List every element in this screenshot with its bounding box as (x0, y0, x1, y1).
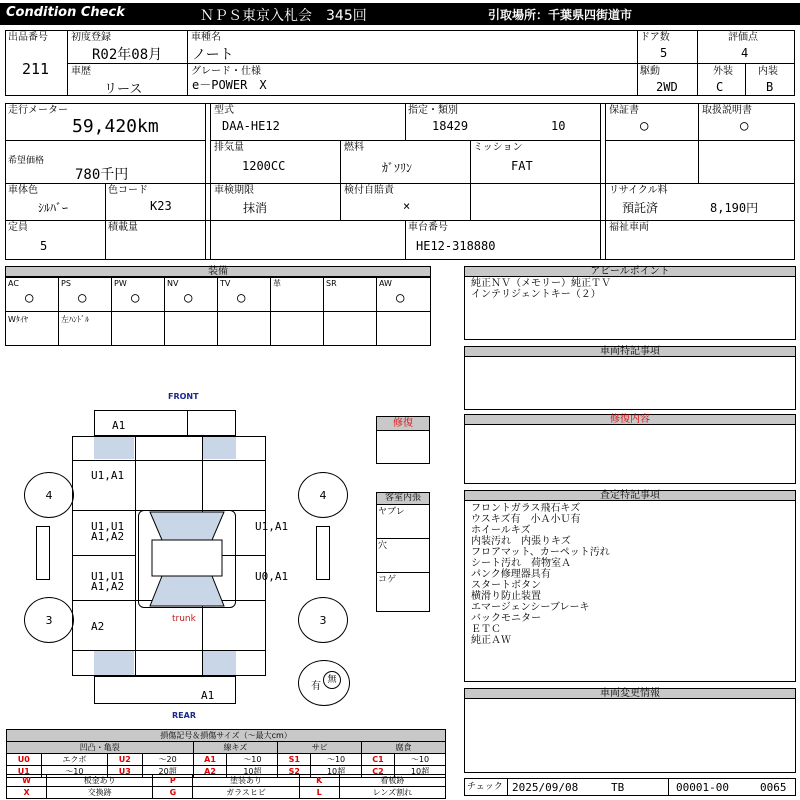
grade-value: e－POWER X (192, 78, 267, 92)
equip-pw-mark: ○ (131, 290, 140, 306)
legend-code: W (7, 775, 47, 787)
inspection-note-9: 横滑り防止装置 (471, 591, 541, 602)
inspection-note-13: 純正ＡＷ (471, 635, 511, 646)
inspection-notes-title: 査定特記事項 (465, 491, 795, 501)
rear-label: REAR (172, 711, 196, 720)
legend-desc: 看板跡 (339, 775, 445, 787)
right-mirror (316, 526, 330, 580)
inspection-note-5: フロアマット、カーペット汚れ (471, 547, 610, 558)
legend-code: G (153, 787, 193, 799)
spare-label: 有 (311, 681, 321, 692)
damage-legend (6, 729, 446, 778)
manual-label: 取扱説明書 (702, 105, 752, 116)
rear-left-corner (94, 651, 134, 675)
front-left-mark: U1,A1 (91, 469, 125, 482)
legend-title: 損傷記号＆損傷サイズ（〜最大cm） (7, 730, 446, 742)
front-right-corner (203, 437, 236, 459)
legend-desc: レンズ割れ (339, 787, 445, 799)
fuel-value: ｶﾞｿﾘﾝ (382, 161, 413, 175)
legend-desc: 20超 (142, 766, 193, 778)
mileage-label: 走行メーター (8, 105, 68, 116)
mission-label: ミッション (473, 142, 523, 153)
check-code: 00001-00 (676, 781, 729, 794)
chassis-value: HE12-318880 (416, 239, 496, 253)
front-right-door-mark: U1,A1 (255, 520, 289, 533)
legend-desc: 10超 (311, 766, 362, 778)
model-label: 型式 (214, 105, 234, 116)
equip-ac-label: AC (8, 279, 19, 288)
legend-sec-scratch: 線キズ (193, 742, 278, 754)
score-value: 4 (741, 46, 749, 60)
doors-value: 5 (660, 46, 668, 60)
legend-code: U2 (108, 754, 143, 766)
repair-content-title: 修復内容 (465, 415, 795, 425)
manual-value: ○ (740, 118, 749, 134)
equip-nv-label: NV (167, 279, 179, 288)
equip-ac-mark: ○ (25, 290, 34, 306)
liability-value: × (403, 199, 411, 213)
legend-code: U1 (7, 766, 42, 778)
legend-code: X (7, 787, 47, 799)
equip-pw-label: PW (114, 279, 127, 288)
appeal-line-2: インテリジェントキー（２） (471, 289, 601, 300)
appeal-title: アピールポイント (465, 267, 795, 277)
spare-mark: 無 (323, 671, 341, 689)
interior-label: 内装 (758, 66, 778, 77)
legend-code: U3 (108, 766, 143, 778)
recycle-fee: 8,190円 (710, 201, 759, 215)
legend-code: C1 (362, 754, 395, 766)
legend-code: S2 (278, 766, 311, 778)
color-code-value: K23 (150, 199, 172, 213)
interior-hole-label: 穴 (378, 541, 388, 551)
fuel-label: 燃料 (344, 142, 364, 153)
legend-desc: 板金あり (47, 775, 153, 787)
front-label: FRONT (168, 392, 199, 401)
equip-ps-mark: ○ (78, 290, 87, 306)
doors-label: ドア数 (640, 32, 670, 43)
color-label: 車体色 (8, 185, 38, 196)
legend-desc: エクボ (41, 754, 107, 766)
appeal-line-1: 純正ＮＶ（メモリー）純正ＴＶ (471, 278, 611, 289)
inspection-value: 抹消 (243, 201, 268, 215)
displacement-value: 1200CC (242, 159, 286, 173)
legend-code: U0 (7, 754, 42, 766)
spec-label: 指定・類別 (408, 105, 458, 116)
inspection-note-11: バックモニター (471, 613, 541, 624)
inspection-note-3: ホイールキズ (471, 525, 531, 536)
color-value: ｼﾙﾊﾞｰ (38, 201, 69, 215)
price-label: 希望価格 (8, 156, 45, 166)
lot-number: 211 (22, 60, 50, 78)
repair-box-title: 修復 (377, 417, 429, 431)
history-label: 車歴 (71, 66, 91, 77)
spec-a-value: 18429 (432, 119, 469, 133)
legend-desc: 〜10 (41, 766, 107, 778)
tire-front-right: 4 (298, 472, 348, 518)
inspection-note-12: ＥＴＣ (471, 624, 501, 635)
spec-b-value: 10 (551, 119, 566, 133)
windshield-glass (138, 510, 236, 608)
drive-label: 駆動 (640, 66, 660, 77)
inspection-note-10: エマージェンシーブレーキ (471, 602, 590, 613)
recycle-status: 預託済 (622, 201, 659, 215)
special-notes-title: 車両特記事項 (465, 347, 795, 357)
rear-right-door-mark: U0,A1 (255, 570, 289, 583)
check-staff: TB (611, 781, 625, 794)
legend-sec-corrosion: 腐食 (362, 742, 446, 754)
legend-code: A2 (193, 766, 227, 778)
trunk-label: trunk (172, 614, 196, 624)
inspection-note-2: ウスキズ有 小Ａ小Ｕ有 (471, 514, 581, 525)
equip-tv-mark: ○ (237, 290, 246, 306)
warranty-label: 保証書 (609, 105, 639, 116)
legend-desc: ガラスヒビ (193, 787, 299, 799)
first-reg-label: 初度登録 (71, 32, 111, 43)
load-label: 積載量 (108, 222, 138, 233)
legend-desc: 〜20 (142, 754, 193, 766)
exterior-label: 外装 (713, 66, 733, 77)
equip-aw-label: AW (379, 279, 392, 288)
legend-sec-rust: サビ (278, 742, 362, 754)
capacity-label: 定員 (8, 222, 28, 233)
rear-right-corner (203, 651, 236, 675)
score-label: 評価点 (728, 32, 758, 43)
tire-front-left: 4 (24, 472, 74, 518)
legend-code: C2 (362, 766, 395, 778)
check-date: 2025/09/08 (512, 781, 579, 794)
damage-legend-2 (6, 774, 446, 799)
drive-value: 2WD (656, 80, 678, 94)
chassis-label: 車台番号 (408, 222, 448, 233)
inspection-note-6: シート汚れ 荷物室Ａ (471, 558, 571, 569)
rear-left-mark: A2 (91, 620, 105, 633)
front-left-door-mark-1: U1,U1 (91, 520, 125, 533)
change-info-title: 車両変更情報 (465, 689, 795, 699)
equip-leather-label: 革 (273, 279, 281, 288)
equip-left-handle-label: 左ﾊﾝﾄﾞﾙ (61, 315, 89, 324)
header-center: ＮＰＳ東京入札会 345回 (200, 8, 367, 24)
mission-value: FAT (511, 159, 533, 173)
rear-bumper-mark: A1 (201, 689, 215, 702)
grade-label: グレード・仕様 (191, 66, 261, 77)
legend-desc: 〜10 (311, 754, 362, 766)
legend-code: K (299, 775, 339, 787)
legend-desc: 〜10 (395, 754, 446, 766)
equip-sr-label: SR (326, 279, 337, 288)
history-value: リース (104, 82, 143, 97)
change-info-section (464, 688, 796, 773)
inspection-note-4: 内装汚れ 内張りキズ (471, 536, 571, 547)
exterior-value: C (716, 80, 724, 94)
front-left-corner (94, 437, 134, 459)
legend-desc: 〜10 (227, 754, 278, 766)
legend-code: P (153, 775, 193, 787)
first-reg-value: R02年08月 (92, 47, 163, 63)
legend-code: A1 (193, 754, 227, 766)
inspection-note-7: パンク修理器具有 (471, 569, 551, 580)
equip-w-tire-label: Wﾀｲﾔ (8, 315, 28, 324)
inspection-label: 車検期限 (214, 185, 254, 196)
front-left-door-mark-2: A1,A2 (91, 530, 125, 543)
rear-left-door-mark-2: A1,A2 (91, 580, 125, 593)
inspection-note-1: フロントガラス飛石キズ (471, 503, 581, 514)
check-num: 0065 (760, 781, 787, 794)
color-code-label: 色コード (108, 185, 148, 196)
inspection-note-8: スタートボタン (471, 580, 541, 591)
left-mirror (36, 526, 50, 580)
equip-nv-mark: ○ (184, 290, 193, 306)
recycle-label: リサイクル料 (609, 185, 668, 196)
equip-ps-label: PS (61, 279, 71, 288)
liability-label: 検付自賠責 (344, 185, 394, 196)
legend-code: L (299, 787, 339, 799)
car-name-label: 車種名 (191, 32, 221, 43)
tire-rear-left: 3 (24, 597, 74, 643)
model-value: DAA-HE12 (222, 119, 280, 133)
check-label: チェック (467, 782, 503, 792)
legend-code: S1 (278, 754, 311, 766)
legend-desc: 塗装あり (193, 775, 299, 787)
legend-sec-dent: 凹凸・亀裂 (7, 742, 194, 754)
mileage-value: 59,420km (72, 116, 159, 137)
interior-tear-label: ヤブレ (378, 507, 405, 517)
hood-mark: A1 (112, 419, 126, 432)
equip-aw-mark: ○ (396, 290, 405, 306)
equip-tv-label: TV (220, 279, 231, 288)
capacity-value: 5 (40, 239, 48, 253)
legend-desc: 10超 (395, 766, 446, 778)
displacement-label: 排気量 (214, 142, 244, 153)
warranty-value: ○ (640, 118, 649, 134)
welfare-label: 福祉車両 (609, 222, 649, 233)
tire-rear-right: 3 (298, 597, 348, 643)
lot-label: 出品番号 (8, 32, 48, 43)
legend-desc: 10超 (227, 766, 278, 778)
interior-value: B (766, 80, 774, 94)
equipment-title: 装備 (6, 267, 430, 277)
header-right: 引取場所：千葉県四街道市 (488, 8, 633, 22)
legend-desc: 交換跡 (47, 787, 153, 799)
rear-bumper (94, 676, 236, 704)
interior-burn-label: コゲ (378, 575, 397, 585)
header-left: Condition Check (6, 5, 125, 20)
car-name-value: ノート (192, 47, 234, 63)
interior-box-title: 客室内張 (377, 493, 429, 505)
price-value: 780千円 (75, 167, 129, 183)
rear-left-door-mark-1: U1,U1 (91, 570, 125, 583)
